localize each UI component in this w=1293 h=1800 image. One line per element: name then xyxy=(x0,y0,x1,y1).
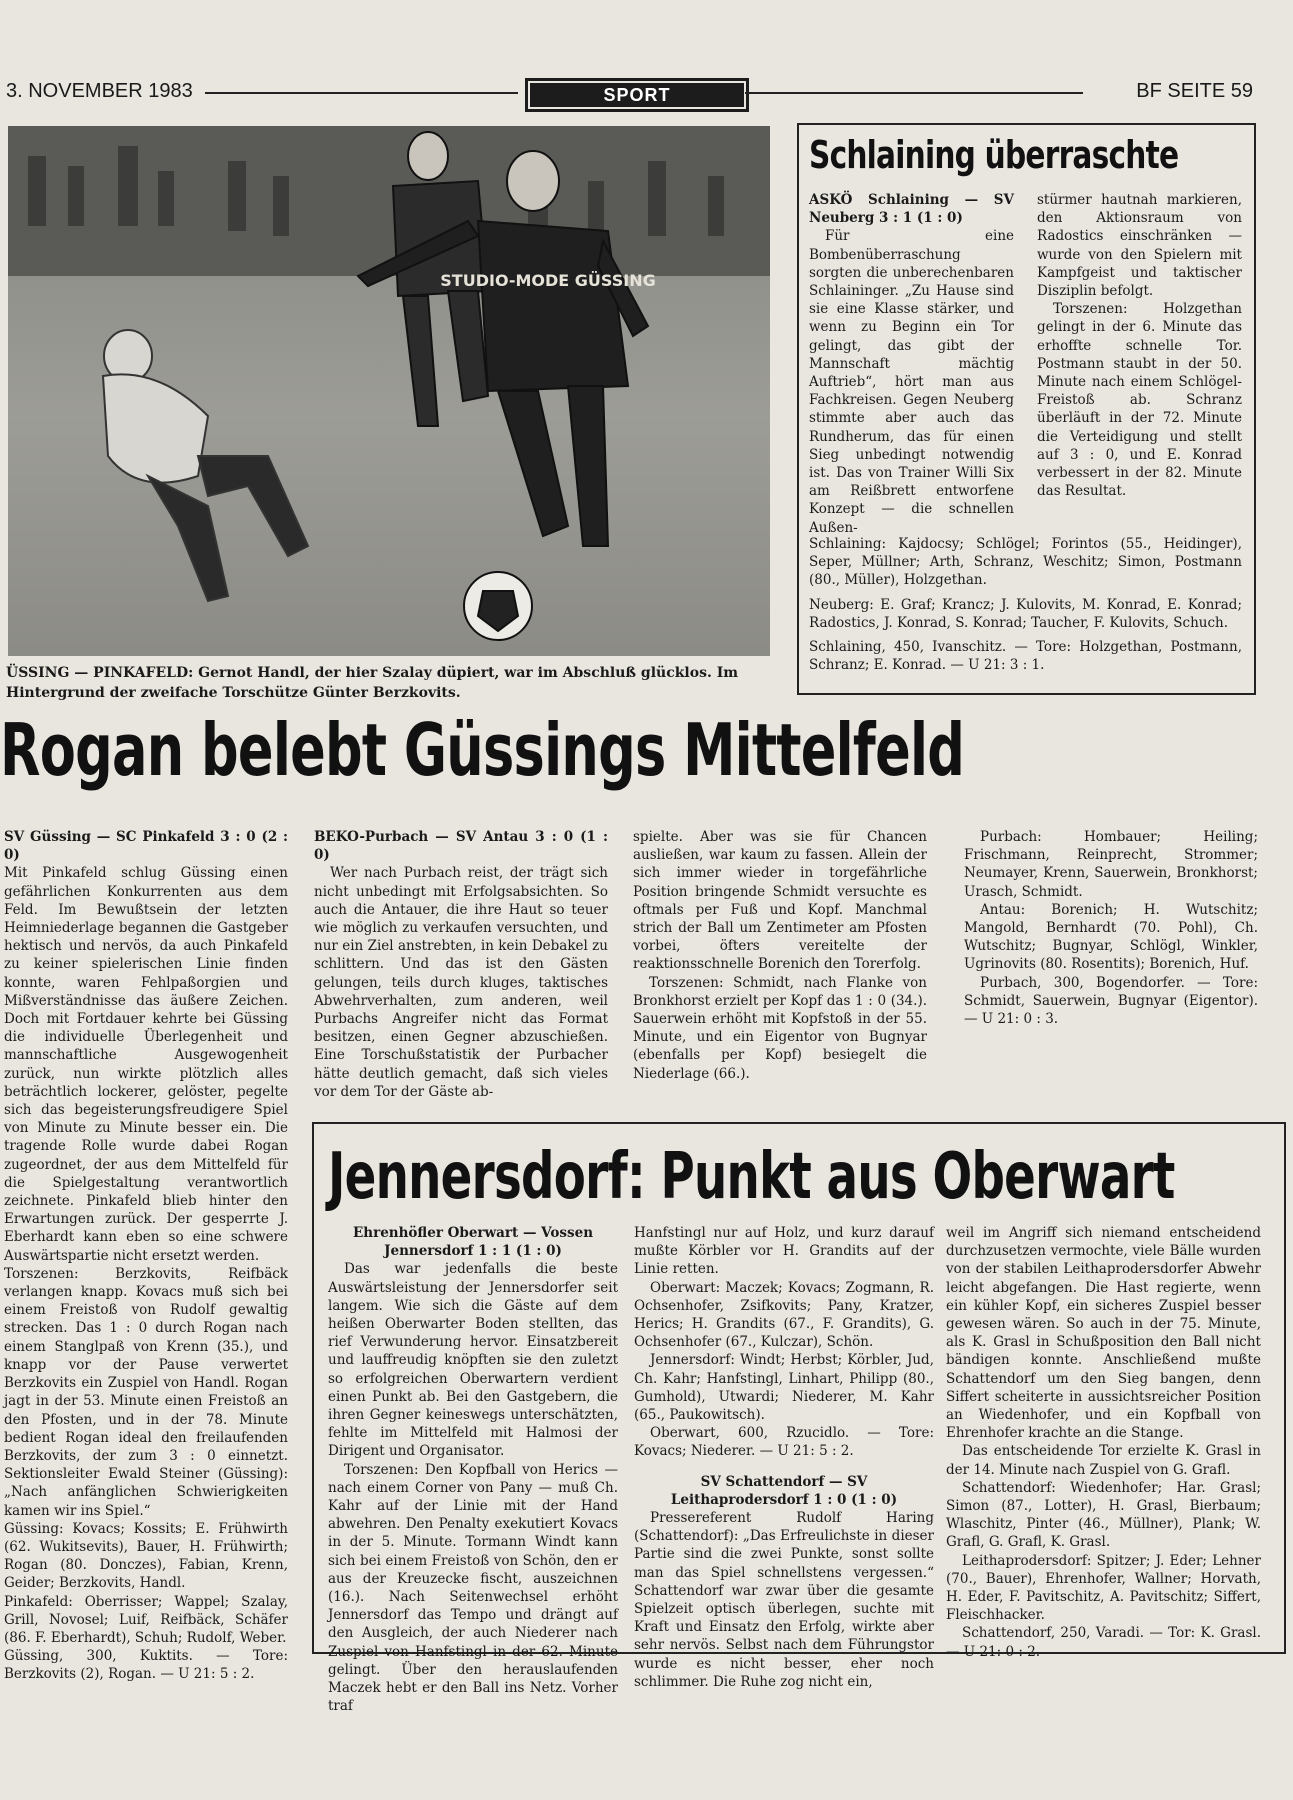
article-schlaining xyxy=(797,123,1256,695)
paragraph: Schattendorf: Wiedenhofer; Har. Grasl; Simon (87., Lotter), H. Grasl, Bierbaum; Wlaschitz, Pinter (46., Müllner), Plank; W. Grafl, G. Grafl, K. Grasl. xyxy=(946,1479,1261,1551)
issue-date: 3. NOVEMBER 1983 xyxy=(6,80,193,102)
paragraph: stürmer hautnah markieren, den Aktionsraum von Radostics einschränken — wurde von den Spielern mit Kampfgeist und taktischer Disziplin befolgt. xyxy=(1037,192,1242,300)
paragraph: weil im Angriff sich niemand entscheidend durchzusetzen vermochte, viele Bälle wurden von der stabilen Leithaprodersdorfer Abwehr leicht abgefangen. Die Hast regierte, wenn ein kühler Kopf, ein sicheres Zuspiel besser gewesen wären. So auch in der 75. Minute, als K. Grasl in Schußposition den Ball nicht bändigen konnte. Anschließend mußte Schattendorf um den Sieg bangen, denn Siffert scheiterte in aussichtsreicher Position an Wiedenhofer, und ein Kopfball von Ehrenhofer krachte an die Stange. xyxy=(946,1225,1261,1442)
paragraph: SV Schattendorf — SV Leithaprodersdorf 1 : 0 (1 : 0) xyxy=(670,1473,898,1508)
paragraph: Für eine Bombenüberraschung sorgten die unberechenbaren Schlaininger. „Zu Hause sind sie eine Klasse stärker, und wenn zu Beginn ein Tor gelingt, das gibt der Mannschaft mächtig Auftrieb“, hört man aus Fachkreisen. Gegen Neuberg stimmte aber auch das Rundherum, das für einen Sieg unbedingt notwendig ist. Das von Trainer Willi Six am Reißbrett entworfene Konzept — die schnellen Außen- xyxy=(809,228,1014,536)
paragraph: Antau: Borenich; H. Wutschitz; Mangold, Bernhardt (70. Pohl), Ch. Wutschitz; Bugnyar, Schlögl, Winkler, Ugrinovits (80. Rosentits); Borenich, Huf. xyxy=(964,901,1258,973)
photo-caption: ÜSSING — PINKAFELD: Gernot Handl, der hier Szalay düpiert, war im Abschluß glücklos. Im Hintergrund der zweifache Torschütze Günter Berzkovits. xyxy=(6,665,739,701)
paragraph: Oberwart: Maczek; Kovacs; Zogmann, R. Ochsenhofer, Zsifkovits; Pany, Kratzer, Herics; H. Grandits (67., F. Grandits), G. Ochsenhofer (67., Kulczar), Schön. xyxy=(634,1279,934,1351)
paragraph: Oberwart, 600, Rzucidlo. — Tore: Kovacs; Niederer. — U 21: 5 : 2. xyxy=(634,1425,934,1460)
article-headline-rogan: Rogan belebt Güssings Mittelfeld xyxy=(0,708,965,792)
lineup-line: Schlaining: Kajdocsy; Schlögel; Forintos (55., Heidinger), Seper, Müllner; Arth, Schranz, Weschitz; Simon, Postmann (80., Müller), Holzgethan. xyxy=(809,536,1242,589)
paragraph: Purbach: Hombauer; Heiling; Frischmann, Reinprecht, Strommer; Neumayer, Krenn, Sauerwein, Bronkhorst; Urasch, Schmidt. xyxy=(964,829,1258,900)
paragraph: ASKÖ Schlaining — SV Neuberg 3 : 1 (1 : 0) xyxy=(809,192,1014,227)
paragraph: Torszenen: Berzkovits, Reifbäck verlangen knapp. Kovacs muß sich bei einem Freistoß von Rudolf gewaltig strecken. Das 1 : 0 durch Rogan nach einem Stanglpaß von Krenn (35.), und knapp vor der Pause verwertet Berzkovits ein Zuspiel von Handl. Rogan jagt in der 53. Minute einen Freistoß an den Pfosten, und in der 78. Minute bedient Rogan ideal den freilaufenden Berzkovits, der zum 3 : 0 einnetzt. Sektionsleiter Ewald Steiner (Güssing): „Nach anfänglichen Schwierigkeiten kamen wir ins Spiel.“ xyxy=(4,1265,288,1519)
article-rogan-column-1 xyxy=(4,828,288,1684)
paragraph: Güssing, 300, Kuktits. — Tore: Berzkovits (2), Rogan. — U 21: 5 : 2. xyxy=(4,1648,288,1683)
match-photo xyxy=(8,126,770,656)
lineup-line: Schlaining, 450, Ivanschitz. — Tore: Holzgethan, Postmann, Schranz; E. Konrad. — U 21: 3 : 1. xyxy=(809,639,1242,674)
shirt-text: STUDIO-MODE GÜSSING xyxy=(440,271,656,290)
paragraph: Das entscheidende Tor erzielte K. Grasl in der 14. Minute nach Zuspiel von G. Grafl. xyxy=(946,1443,1261,1478)
paragraph: Schattendorf, 250, Varadi. — Tor: K. Grasl. — U 21: 0 : 2. xyxy=(946,1625,1261,1660)
article-jennersdorf xyxy=(312,1122,1286,1715)
paragraph: Pressereferent Rudolf Haring (Schattendorf): „Das Erfreulichste in dieser Partie sind die zwei Punkte, sonst sollte man das Spiel schnellstens vergessen.“ Schattendorf war zwar über die gesamte Spielzeit optisch überlegen, suchte mit Kraft und Einsatz den Erfolg, wirkte aber sehr nervös. Selbst nach dem Führungstor wurde es nicht besser, eher noch schlimmer. Die Ruhe zog nicht ein, xyxy=(634,1510,934,1690)
lineup-line: Neuberg: E. Graf; Krancz; J. Kulovits, M. Konrad, E. Konrad; Radostics, J. Konrad, S. Konrad; Taucher, F. Kulovits, Schuch. xyxy=(809,596,1242,631)
article-rogan-column-4 xyxy=(964,828,1258,1028)
article-rogan-column-2 xyxy=(314,828,608,1101)
article-rogan-column-3 xyxy=(633,828,927,1083)
paragraph: Das war jedenfalls die beste Auswärtsleistung der Jennersdorfer seit langem. Wie sich die Gäste auf dem heißen Oberwarter Boden stellten, das rief Verwunderung hervor. Einsatzbereit und lauffreudig knöpften sie den zuletzt so erfolgreichen Oberwartern verdient einen Punkt ab. Bei den Gastgebern, die ihren Gegner keineswegs unterschätzten, fehlte im Mittelfeld mit Halmosi der Dirigent und Organisator. xyxy=(328,1261,618,1460)
paragraph: Güssing: Kovacs; Kossits; E. Frühwirth (62. Wukitsevits), Bauer, H. Frühwirth; Rogan (80. Donczes), Fabian, Krenn, Geider; Berzkovits, Handl. xyxy=(4,1520,288,1592)
paragraph: Jennersdorf: Windt; Herbst; Körbler, Jud, Ch. Kahr; Hanfstingl, Linhart, Philipp (80., Gumhold), Utwardi; Niederer, M. Kahr (65., Paukowitsch). xyxy=(634,1352,934,1424)
article-column-1 xyxy=(809,191,1014,537)
paragraph: Wer nach Purbach reist, der trägt sich nicht unbedingt mit Erfolgsabsichten. So auch die Antauer, die ihre Haut so teuer wie möglich zu verkaufen versuchten, und nur ein Ziel anstrebten, in kein Debakel zu schlittern. Und das ist den Gästen gelungen, teils durch kluges, taktisches Abwehrverhalten, zum anderen, weil Purbachs Angreifer nicht das Format besitzen, einen Gegner abzuschießen. Eine Torschußstatistik der Purbacher hätte deutlich gemacht, daß sich vieles vor dem Tor der Gäste ab- xyxy=(314,865,608,1100)
lineups xyxy=(809,535,1242,674)
paragraph: Pinkafeld: Oberrisser; Wappel; Szalay, Grill, Novosel; Luif, Reifbäck, Schäfer (86. F. Eberhardt), Schuh; Rudolf, Weber. xyxy=(4,1593,288,1646)
article-column-2 xyxy=(634,1224,934,1691)
page-header xyxy=(0,78,1293,108)
article-headline: Schlaining überraschte xyxy=(809,133,1179,177)
paragraph: Hanfstingl nur auf Holz, und kurz darauf mußte Körbler vor H. Grandits auf der Linie retten. xyxy=(634,1225,934,1278)
paragraph: Mit Pinkafeld schlug Güssing einen gefährlichen Konkurrenten aus dem Feld. Im Bewußtsein der letzten Heimniederlage begannen die Gastgeber hektisch und nervös, da auch Pinkafeld zu keiner spielerischen Linie finden konnte, waren Fehlpaßorgien und Mißverständnisse das äußere Zeichen. Doch mit Fortdauer kehrte bei Güssing die individuelle Überlegenheit und mannschaftliche Ausgewogenheit zurück, nun wirkte plötzlich alles beträchtlich lockerer, gelöster, pegelte sich das begeisterungsfreudigere Spiel von Minute zu Minute besser ein. Die tragende Rolle wurde dabei Rogan zugeordnet, der aus dem Mittelfeld für die Spielgestaltung verantwortlich zeichnete. Pinkafeld blieb hinter den Erwartungen zurück. Der gesperrte J. Eberhardt kann eben so eine schwere Auswärtspartie nicht ersetzt werden. xyxy=(4,865,288,1264)
football xyxy=(464,572,532,640)
header-rule-right xyxy=(745,92,1083,94)
article-column-3 xyxy=(946,1224,1261,1661)
paragraph: Ehrenhöfler Oberwart — Vossen Jennersdorf 1 : 1 (1 : 0) xyxy=(352,1225,594,1260)
paragraph: spielte. Aber was sie für Chancen ausließen, war kaum zu fassen. Allein der sich immer wieder in torgefährliche Position bringende Schmidt versuchte es oftmals per Fuß und Kopf. Manchmal strich der Ball um Zentimeter am Pfosten vorbei, öfters vereitelte der reaktionsschnelle Borenich den Torerfolg. xyxy=(633,829,927,973)
paragraph: Torszenen: Den Kopfball von Herics — nach einem Corner von Pany — muß Ch. Kahr auf der Linie mit der Hand abwehren. Den Penalty exekutiert Kovacs in der 5. Minute. Tormann Windt kann sich bei einem Freistoß von Schön, den er aus der Kreuzecke fischt, auszeichnen (16.). Nach Seitenwechsel erhöht Jennersdorf das Tempo und drängt auf den Ausgleich, der auch Niederer nach Zuspiel von Hanfstingl in der 62. Minute gelingt. Über den herauslaufenden Maczek hebt er den Ball ins Netz. Vorher traf xyxy=(328,1461,618,1715)
header-rule-left xyxy=(205,92,518,94)
article-column-2 xyxy=(1037,191,1242,500)
page-number: BF SEITE 59 xyxy=(1136,80,1253,102)
photo-football-players-icon xyxy=(8,126,770,656)
paragraph: Purbach, 300, Bogendorfer. — Tore: Schmidt, Sauerwein, Bugnyar (Eigentor). — U 21: 0 : 3. xyxy=(964,974,1258,1028)
paragraph: Torszenen: Holzgethan gelingt in der 6. Minute das erhoffte schnelle Tor. Postmann staubt in der 50. Minute nach einem Schlögel-Freistoß ab. Schranz überläuft in der 72. Minute die Verteidigung und stellt auf 3 : 0, und E. Konrad verbessert in der 82. Minute das Resultat. xyxy=(1037,301,1242,500)
paragraph: BEKO-Purbach — SV Antau 3 : 0 (1 : 0) xyxy=(314,829,608,864)
article-column-1 xyxy=(328,1224,618,1715)
section-badge: SPORT xyxy=(525,78,749,112)
paragraph: Leithaprodersdorf: Spitzer; J. Eder; Lehner (70., Bauer), Ehrenhofer, Wallner; Horvath, H. Eder, F. Pavitschitz, A. Pavitschitz; Siffert, Fleischhacker. xyxy=(946,1552,1261,1624)
paragraph: SV Güssing — SC Pinkafeld 3 : 0 (2 : 0) xyxy=(4,829,288,864)
paragraph: Torszenen: Schmidt, nach Flanke von Bronkhorst erzielt per Kopf das 1 : 0 (34.). Sauerwein erhöht mit Kopfstoß in der 55. Minute, und ein Eigentor von Bugnyar (ebenfalls per Kopf) besiegelt die Niederlage (66.). xyxy=(633,974,927,1082)
article-headline: Jennersdorf: Punkt aus Oberwart xyxy=(328,1140,1175,1214)
